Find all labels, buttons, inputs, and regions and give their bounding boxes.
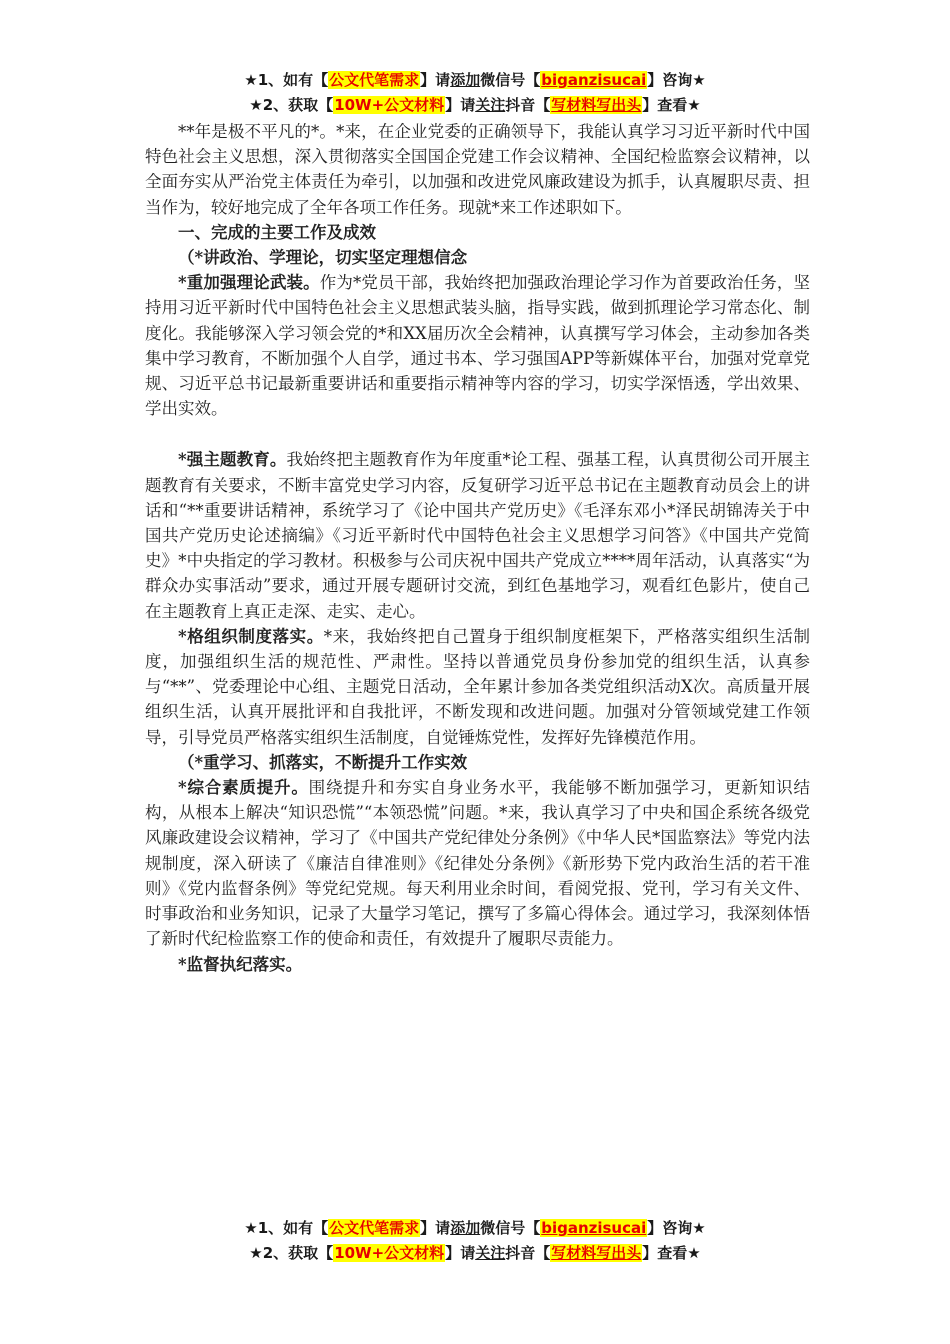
paragraph-text: 我始终把主题教育作为年度重*论工程、强基工程，认真贯彻公司开展主题教育有关要求，不断丰富党史学习内容，反复研学习近平总书记在主题教育动员会上的讲话和“**重要讲话精神，系统学习了《论中国共产党历史》《毛泽东邓小*泽民胡锦涛关于中国共产党历史论述摘编》《习近平新时代中国特色社会主义思想学习问答》《中国共产党简史》*中央指定的学习教材。积极参与公司庆祝中国共产党成立****周年活动，认真落实“为群众办实事活动”要求，通过开展专题研讨交流，到红色基地学习，观看红色影片，使自己在主题教育上真正走深、走实、走心。 [145,450,810,621]
paragraph-lead: *格组织制度落实。 [178,626,324,646]
banner-text: ★2、获取【 [249,1244,334,1262]
paragraph-text: 围绕提升和夯实自身业务水平，我能够不断加强学习，更新知识结构，从根本上解决“知识恐慌”“本领恐慌”问题。*来，我认真学习了中央和国企系统各级党风廉政建设会议精神，学习了《中国共产党纪律处分条例》《中华人民*国监察法》等党内法规制度，深入研读了《廉洁自律准则》《纪律处分条例》《新形势下党内政治生活的若干准则》《党内监督条例》等党纪党规。每天利用业余时间，看阅党报、党刊，学习有关文件、时事政治和业务知识，记录了大量学习笔记，撰写了多篇心得体会。通过学习，我深刻体悟了新时代纪检监察工作的使命和责任，有效提升了履职尽责能力。 [145,778,810,949]
banner-line-1 [0,68,950,93]
subsection-heading: （*重学习、抓落实，不断提升工作实效 [178,752,468,772]
banner-text: 】请 [420,1219,451,1237]
banner-text: 】请 [445,1244,476,1262]
banner-text: 抖音【 [505,96,551,114]
paragraph-text: 作为*党员干部，我始终把加强政治理论学习作为首要政治任务，坚持用习近平新时代中国特色社会主义思想武装头脑，指导实践，做到抓理论学习常态化、制度化。我能够深入学习领会党的*和XX届历次全会精神，认真撰写学习体会，主动参加各类集中学习教育，不断加强个人自学，通过书本、学习强国APP等新媒体平台，加强对党章党规、习近平总书记最新重要讲话和重要指示精神等内容的学习，切实学深悟透，学出效果、学出实效。 [145,273,811,419]
banner-wechat-id: biganzisucai [541,1219,647,1237]
banner-line-2 [0,1241,950,1266]
banner-highlight: 公文代笔需求 [329,71,420,89]
banner-underline: 关注 [475,96,506,114]
paragraph-lead: *重加强理论武装。 [178,273,320,293]
paragraph-lead: *强主题教育。 [178,450,287,470]
banner-text: 】咨询★ [647,71,706,89]
document-body [145,119,810,977]
banner-text: 微信号【 [480,1219,541,1237]
paragraph [145,270,810,421]
subsection-heading: （*讲政治、学理论，切实坚定理想信念 [178,248,468,268]
header-banner [0,68,950,118]
banner-line-2 [0,93,950,118]
banner-text: 】查看★ [642,96,701,114]
banner-highlight: 10W+公文材料 [334,1244,445,1262]
paragraph [145,624,810,750]
banner-underline: 添加 [450,71,481,89]
banner-wechat-id: biganzisucai [541,71,647,89]
banner-text: 抖音【 [505,1244,551,1262]
banner-text: ★1、如有【 [244,71,329,89]
banner-text: 微信号【 [480,71,541,89]
paragraph-lead: *监督执纪落实。 [178,954,303,974]
banner-douyin-name: 写材料写出头 [551,96,642,114]
banner-text: ★1、如有【 [244,1219,329,1237]
paragraph [145,775,810,951]
banner-text: 】查看★ [642,1244,701,1262]
banner-highlight: 10W+公文材料 [334,96,445,114]
paragraph-text: *来，我始终把自己置身于组织制度框架下，严格落实组织生活制度，加强组织生活的规范性、严肃性。坚持以普通党员身份参加党的组织生活，认真参与“**”、党委理论中心组、主题党日活动，全年累计参加各类党组织活动X次。高质量开展组织生活，认真开展批评和自我批评，不断发现和改进问题。加强对分管领域党建工作领导，引导党员严格落实组织生活制度，自觉锤炼党性，发挥好先锋模范作用。 [145,626,810,747]
banner-text: 】请 [445,96,476,114]
banner-highlight: 公文代笔需求 [329,1219,420,1237]
banner-text: ★2、获取【 [249,96,334,114]
paragraph-lead: *综合素质提升。 [178,778,309,798]
paragraph [145,447,810,623]
blank-line [145,421,810,447]
paragraph [145,952,810,977]
banner-text: 】咨询★ [647,1219,706,1237]
banner-douyin-name: 写材料写出头 [551,1244,642,1262]
banner-line-1 [0,1216,950,1241]
section-heading: 一、完成的主要工作及成效 [178,222,376,242]
footer-banner [0,1216,950,1266]
banner-underline: 关注 [475,1244,506,1262]
banner-underline: 添加 [450,1219,481,1237]
banner-text: 】请 [420,71,451,89]
intro-paragraph: **年是极不平凡的*。*来，在企业党委的正确领导下，我能认真学习习近平新时代中国特色社会主义思想，深入贯彻落实全国国企党建工作会议精神、全国纪检监察会议精神，以全面夯实从严治党主体责任为牵引，以加强和改进党风廉政建设为抓手，认真履职尽责、担当作为，较好地完成了全年各项工作任务。现就*来工作述职如下。 [145,122,810,217]
